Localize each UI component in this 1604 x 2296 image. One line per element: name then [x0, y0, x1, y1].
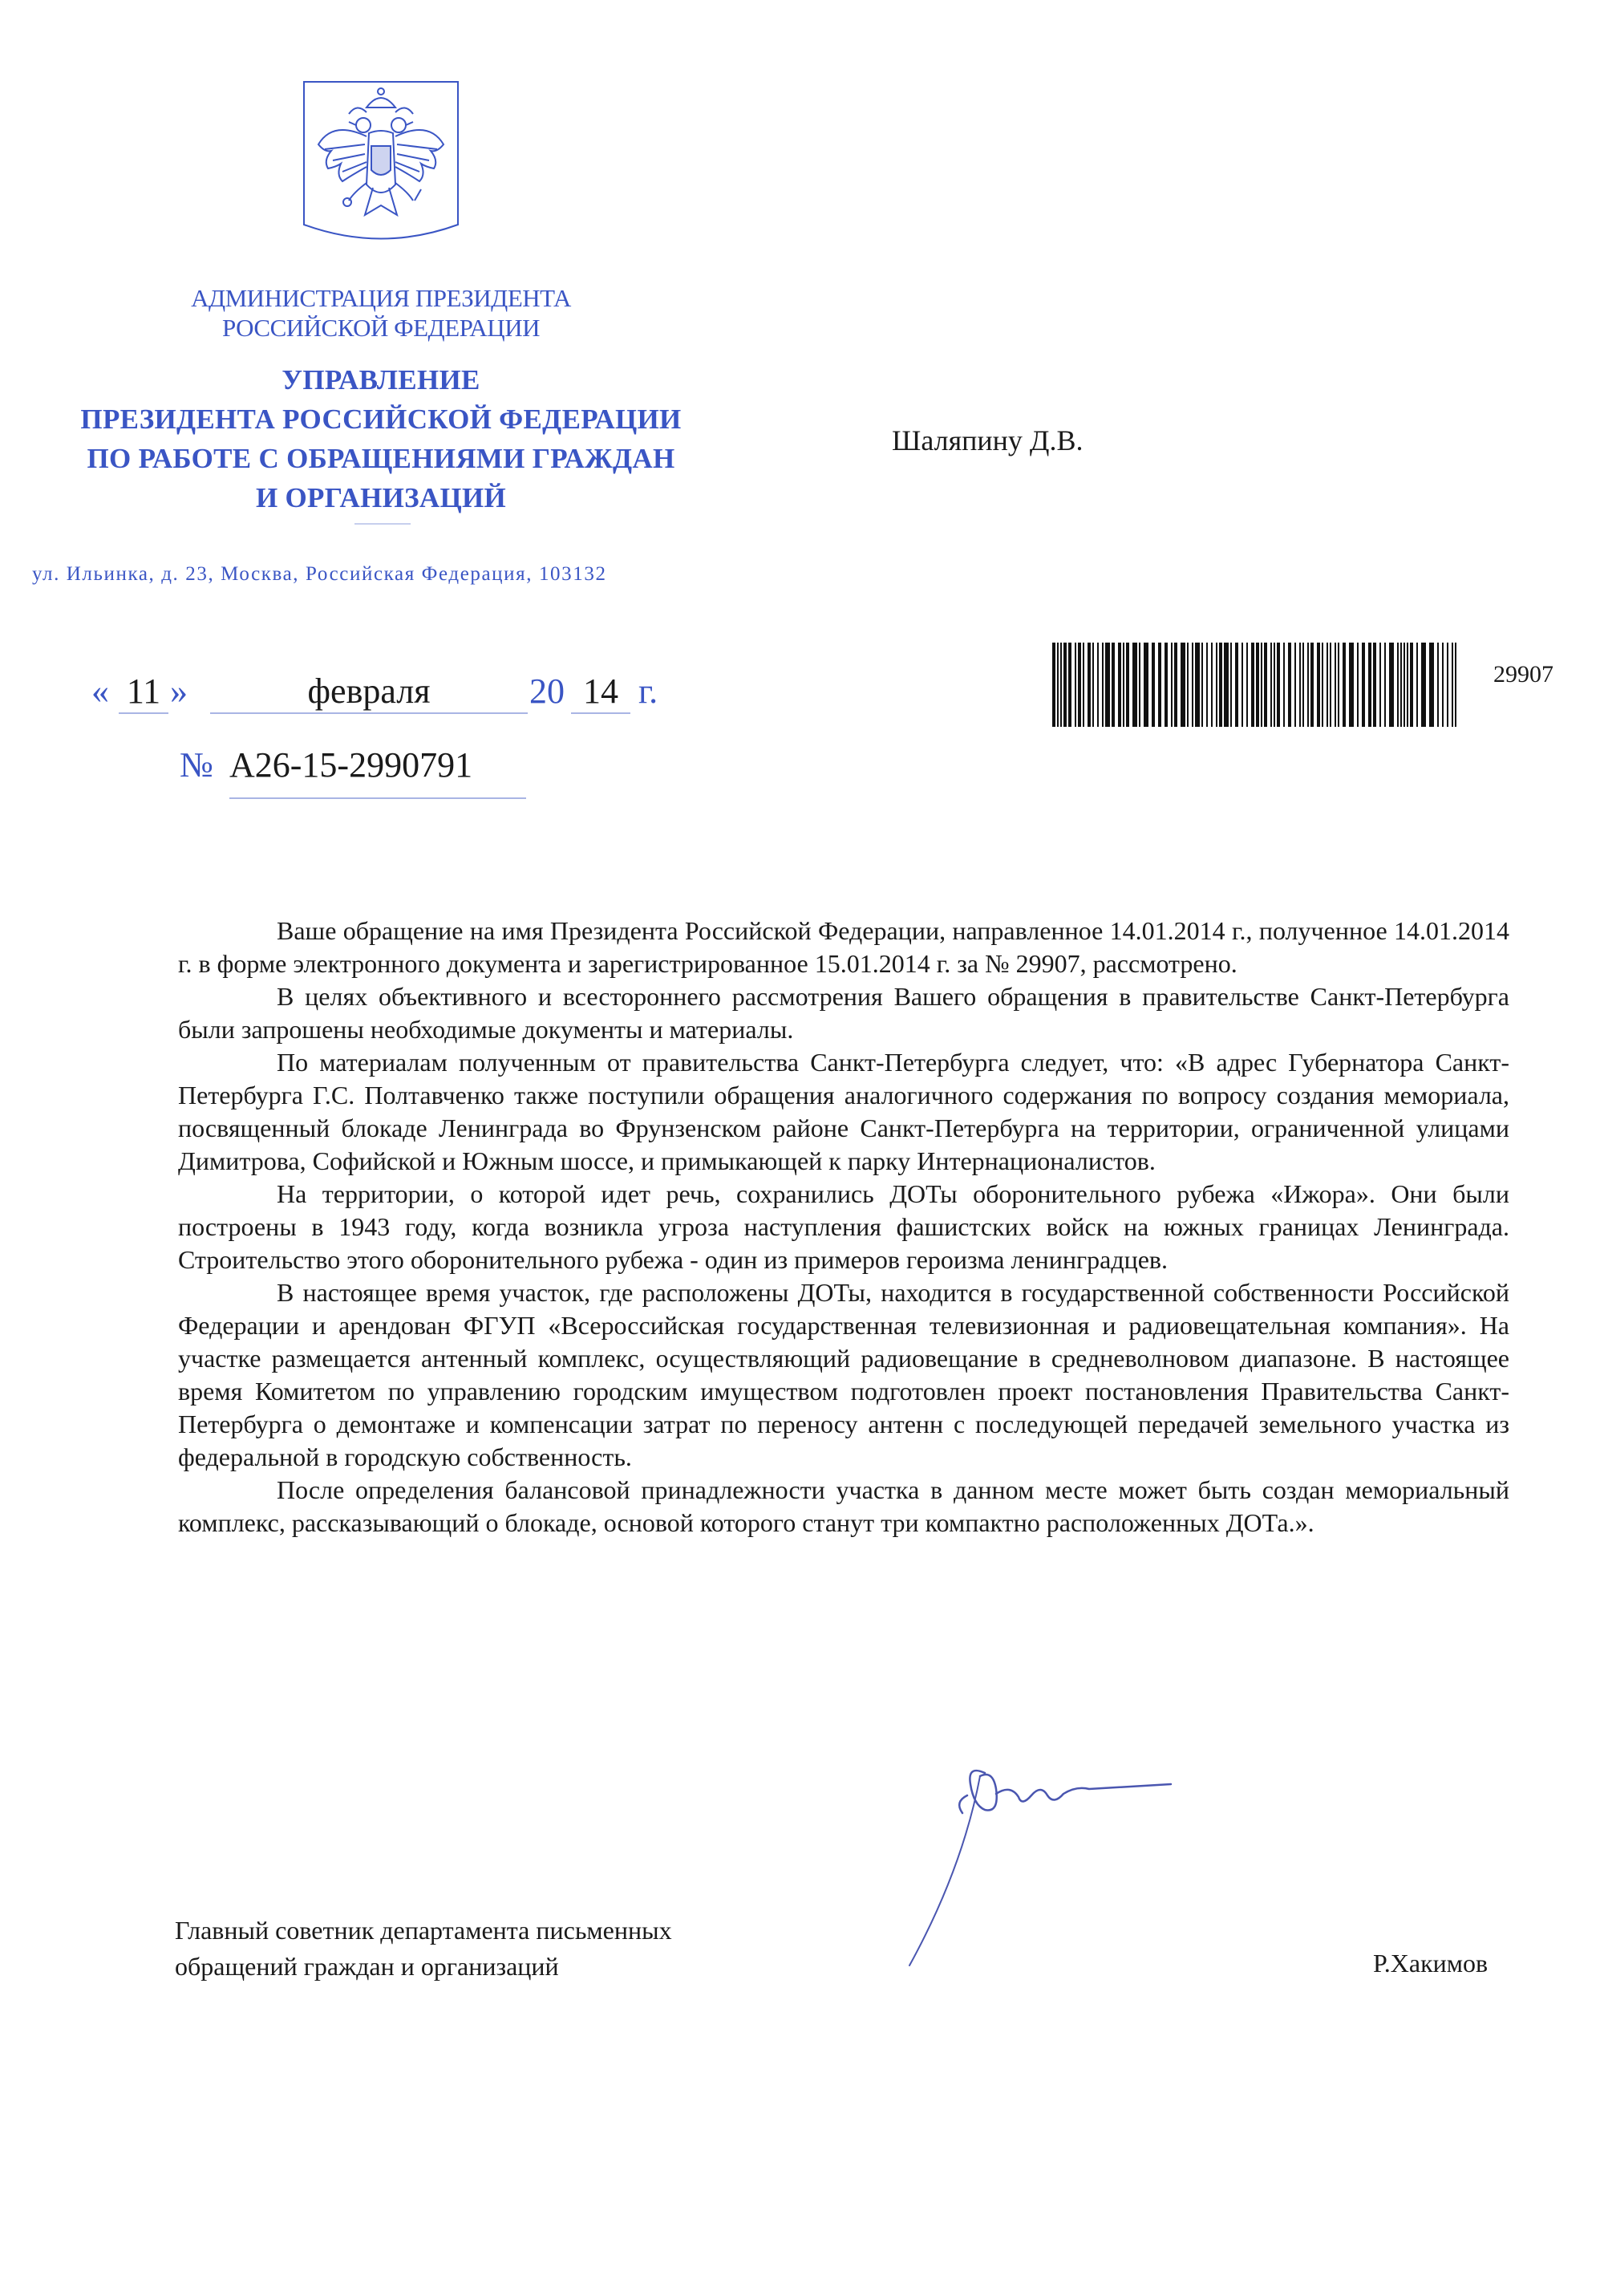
barcode-bar: [1421, 643, 1426, 727]
barcode-bar: [1158, 643, 1161, 727]
barcode-number: 29907: [1493, 661, 1553, 688]
barcode-bar: [1068, 643, 1071, 727]
admin-title-line2: РОССИЙСКОЙ ФЕДЕРАЦИИ: [222, 314, 540, 342]
coat-of-arms-icon: [301, 80, 461, 253]
body-paragraph: После определения балансовой принадлежности участка в данном месте может быть создан мемориальный комплекс, рассказывающий о блокаде, основой которого станут три компактно расположенных ДОТа.».: [178, 1475, 1509, 1537]
address: ул. Ильинка, д. 23, Москва, Российская Федерация, 103132: [32, 563, 607, 585]
barcode-bar: [1327, 643, 1328, 727]
barcode-bar: [1181, 643, 1185, 727]
barcode-bar: [1429, 643, 1434, 727]
barcode-bar: [1299, 643, 1301, 727]
barcode-bar: [1283, 643, 1285, 727]
barcode-bar: [1083, 643, 1084, 727]
barcode-bar: [1195, 643, 1200, 727]
barcode-bar: [1105, 643, 1110, 727]
date-suffix: г.: [638, 671, 658, 711]
barcode-bar: [1368, 643, 1371, 727]
barcode-bar: [1060, 643, 1062, 727]
barcode-bar: [1132, 643, 1137, 727]
barcode-bar: [1338, 643, 1339, 727]
barcode-bar: [1357, 643, 1359, 727]
handwritten-signature: [890, 1749, 1195, 1990]
registration-underline: [229, 797, 526, 799]
barcode-bar: [1112, 643, 1115, 727]
barcode-bar: [1288, 643, 1291, 727]
barcode-bar: [1216, 643, 1217, 727]
date-century: 20: [529, 671, 565, 711]
body-paragraph: Ваше обращение на имя Президента Российской Федерации, направленное 14.01.2014 г., полученное 14.01.2014 г. в форме электронного документа и зарегистрированное 15.01.2014 г. за № 29907, рассмотрено.: [178, 916, 1509, 978]
barcode-bar: [1322, 643, 1323, 727]
barcode-bar: [1270, 643, 1272, 727]
barcode-bar: [1092, 643, 1094, 727]
signatory-role: [175, 1913, 672, 1985]
barcode-bar: [1097, 643, 1099, 727]
barcode-bar: [1330, 643, 1331, 727]
barcode-bar: [1057, 643, 1059, 727]
date-day: 11: [119, 671, 168, 714]
body-paragraph: На территории, о которой идет речь, сохранились ДОТы оборонительного рубежа «Ижора». Они были построены в 1943 году, когда возникла угроза наступления фашистских войск на южных границах Ленинграда. Строительство этого оборонительного рубежа - один из примеров героизма ленинградцев.: [178, 1179, 1509, 1274]
signatory-role-line2: обращений граждан и организаций: [175, 1952, 559, 1981]
barcode-bar: [1256, 643, 1259, 727]
barcode-bar: [1139, 643, 1140, 727]
barcode-bar: [1126, 643, 1129, 727]
barcode-bar: [1384, 643, 1386, 727]
barcode-bar: [1102, 643, 1104, 727]
barcode-bar: [1437, 643, 1439, 727]
barcode-bar: [1294, 643, 1296, 727]
department-line1: УПРАВЛЕНИЕ: [282, 364, 480, 396]
barcode-bar: [1389, 643, 1394, 727]
barcode-bar: [1224, 643, 1229, 727]
barcode-bar: [1410, 643, 1413, 727]
registration-number: А26-15-2990791: [229, 745, 473, 785]
admin-title-line1: АДМИНИСТРАЦИЯ ПРЕЗИДЕНТА: [191, 284, 571, 312]
barcode-bar: [1343, 643, 1346, 727]
barcode-bar: [1261, 643, 1262, 727]
addressee: Шаляпину Д.В.: [892, 424, 1084, 456]
barcode-bar: [1201, 643, 1203, 727]
barcode-bar: [1442, 643, 1444, 727]
barcode-bar: [1379, 643, 1381, 727]
barcode-bar: [1078, 643, 1081, 727]
barcode-bar: [1075, 643, 1076, 727]
barcode-icon: [1052, 643, 1461, 727]
barcode-bar: [1277, 643, 1280, 727]
barcode-bar: [1264, 643, 1267, 727]
barcode-bar: [1310, 643, 1314, 727]
date-year: 14: [571, 671, 630, 714]
barcode-bar: [1052, 643, 1055, 727]
signatory-name: Р.Хакимов: [1373, 1949, 1489, 1978]
barcode-bar: [1088, 643, 1091, 727]
signatory-role-line1: Главный советник департамента письменных: [175, 1916, 672, 1945]
barcode-bar: [1407, 643, 1408, 727]
date-month: февраля: [210, 671, 528, 714]
department-line4: И ОРГАНИЗАЦИЙ: [255, 482, 507, 513]
barcode-bar: [1187, 643, 1189, 727]
barcode-bar: [1302, 643, 1304, 727]
barcode-bar: [1063, 643, 1067, 727]
barcode-bar: [1152, 643, 1155, 727]
body-paragraph: В настоящее время участок, где расположены ДОТы, находится в государственной собственности Российской Федерации и арендован ФГУП «Всероссийская государственная телевизионная и радиовещательная компания». На участке размещается антенный комплекс, осуществляющий радиовещание в средневолновом диапазоне. В настоящее время Комитетом по управлению городским имуществом подготовлен проект постановления Правительства Санкт-Петербурга о демонтаже и компенсации затрат по переносу антенн с последующей передачей земельного участка из федеральной в городскую собственность.: [178, 1278, 1509, 1471]
barcode-bar: [1362, 643, 1365, 727]
barcode-bar: [1174, 643, 1177, 727]
barcode-bar: [1373, 643, 1376, 727]
barcode-bar: [1192, 643, 1193, 727]
barcode-bar: [1317, 643, 1320, 727]
barcode-bar: [1251, 643, 1254, 727]
barcode-bar: [1400, 643, 1402, 727]
barcode-bar: [1246, 643, 1248, 727]
body-paragraph: В целях объективного и всестороннего рассмотрения Вашего обращения в правительстве Санкт-Петербурга были запрошены необходимые документы и материалы.: [178, 982, 1509, 1044]
date-open-quote: «: [91, 671, 109, 711]
barcode-bar: [1206, 643, 1208, 727]
barcode-bar: [1404, 643, 1405, 727]
barcode-bar: [1455, 643, 1456, 727]
barcode-bar: [1335, 643, 1336, 727]
department-line2: ПРЕЗИДЕНТА РОССИЙСКОЙ ФЕДЕРАЦИИ: [80, 404, 682, 435]
barcode-bar: [1211, 643, 1213, 727]
department-line3: ПО РАБОТЕ С ОБРАЩЕНИЯМИ ГРАЖДАН: [87, 443, 675, 474]
body-paragraph: По материалам полученным от правительства Санкт-Петербурга следует, что: «В адрес Губернатора Санкт-Петербурга Г.С. Полтавченко также поступили обращения аналогичного содержания по вопросу создания мемориала, посвященный блокаде Ленинграда во Фрунзенском районе Санкт-Петербурга на территории, ограниченной улицами Димитрова, Софийской и Южным шоссе, и примыкающей к парку Интернационалистов.: [178, 1048, 1509, 1175]
barcode-bar: [1447, 643, 1448, 727]
barcode-bar: [1241, 643, 1243, 727]
barcode-bar: [1307, 643, 1309, 727]
barcode-bar: [1452, 643, 1453, 727]
barcode-bar: [1349, 643, 1354, 727]
barcode-bar: [1235, 643, 1238, 727]
header-divider: [354, 523, 411, 525]
barcode-bar: [1123, 643, 1124, 727]
letter-body: [178, 915, 1509, 1539]
barcode-bar: [1144, 643, 1148, 727]
barcode-bar: [1118, 643, 1121, 727]
barcode-bar: [1230, 643, 1232, 727]
barcode-bar: [1171, 643, 1173, 727]
barcode-bar: [1274, 643, 1275, 727]
registration-sign: №: [180, 745, 213, 785]
barcode-bar: [1397, 643, 1399, 727]
barcode-bar: [1219, 643, 1222, 727]
date-close-quote: »: [170, 671, 188, 711]
barcode-bar: [1165, 643, 1168, 727]
barcode-bar: [1416, 643, 1418, 727]
